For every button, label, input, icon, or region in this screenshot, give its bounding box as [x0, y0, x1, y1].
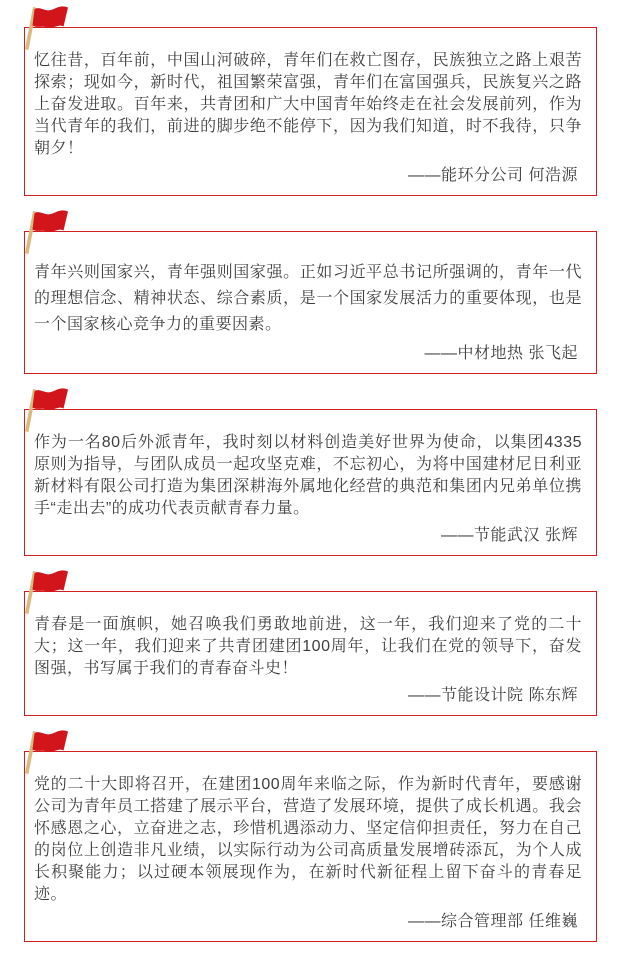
quote-card — [24, 591, 597, 716]
quote-card — [24, 231, 597, 374]
quote-attribution: ——节能武汉 张辉 — [441, 527, 578, 544]
red-flag-icon — [19, 209, 71, 261]
quote-attribution: ——综合管理部 任维巍 — [408, 913, 578, 930]
quote-card — [24, 409, 597, 556]
quote-text: 青年兴则国家兴，青年强则国家强。正如习近平总书记所强调的，青年一代的理想信念、精神状态、综合素质，是一个国家发展活力的重要体现，也是一个国家核心竞争力的重要因素。 — [34, 264, 582, 333]
quote-text: 党的二十大即将召开，在建团100周年来临之际，作为新时代青年，要感谢公司为青年员工搭建了展示平台，营造了发展环境，提供了成长机遇。我会怀感恩之心，立奋进之志，珍惜机遇添动力、坚定信仰担责任，努力在自己的岗位上创造非凡业绩，以实际行动为公司高质量发展增砖添瓦，为个人成长积聚能力；以过硬本领展现作为，在新时代新征程上留下奋斗的青春足迹。 — [34, 776, 582, 903]
quote-card — [24, 751, 597, 942]
quote-attribution: ——节能设计院 陈东辉 — [408, 687, 578, 704]
quote-text: 忆往昔，百年前，中国山河破碎，青年们在救亡图存，民族独立之路上艰苦探索；现如今，新时代，祖国繁荣富强，青年们在富国强兵，民族复兴之路上奋发进取。百年来，共青团和广大中国青年始终走在社会发展前列，作为当代青年的我们，前进的脚步绝不能停下，因为我们知道，时不我待，只争朝夕！ — [34, 52, 582, 157]
quote-text: 青春是一面旗帜，她召唤我们勇敢地前进，这一年，我们迎来了党的二十大；这一年，我们迎来了共青团建团100周年，让我们在党的领导下，奋发图强，书写属于我们的青春奋斗史！ — [34, 616, 582, 677]
quote-attribution: ——能环分公司 何浩源 — [408, 167, 578, 184]
quote-card — [24, 27, 597, 196]
quote-text: 作为一名80后外派青年，我时刻以材料创造美好世界为使命，以集团4335原则为指导，与团队成员一起攻坚克难，不忘初心，为将中国建材尼日利亚新材料有限公司打造为集团深耕海外属地化经营的典范和集团内兄弟单位携手“走出去”的成功代表贡献青春力量。 — [34, 434, 582, 517]
quote-attribution: ——中材地热 张飞起 — [424, 345, 578, 362]
